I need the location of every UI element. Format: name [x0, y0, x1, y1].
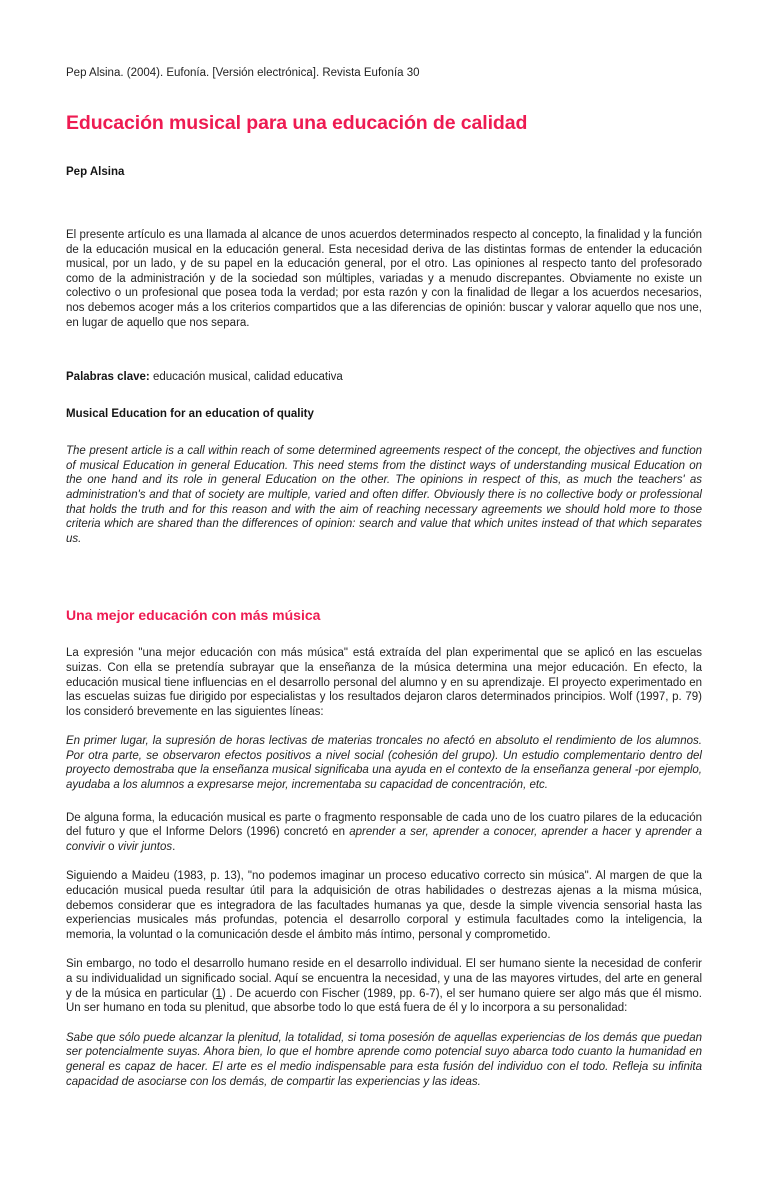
section-paragraph-3: Siguiendo a Maideu (1983, p. 13), "no podemos imaginar un proceso educativo correcto sin música". Al margen de que la educación musical pueda resultar útil para la adquisición de otras habilidades o destrezas ajenas a la misma música, debemos considerar que es integradora de las facultades humanas ya que, desde la simple vivencia sensorial hasta las experiencias musicales más profundas, potencia el desarrollo corporal y estimula facultades como la inteligencia, la memoria, la voluntad o la comunicación desde el ámbito más íntimo, personal y comprometido. — [66, 870, 702, 941]
section-paragraph-1: La expresión "una mejor educación con más música" está extraída del plan experimental que se aplicó en las escuelas suizas. Con ella se pretendía subrayar que la enseñanza de la música determina una mejor educación. En efecto, la educación musical tiene influencias en el desarrollo personal del alumno y en su aprendizaje. El proyecto experimentado en las escuelas suizas fue dirigido por especialistas y los resultados dejaron claros determinados principios. Wolf (1997, p. 79) los consideró brevemente en las siguientes líneas: — [66, 647, 702, 718]
author-byline: Pep Alsina — [66, 166, 125, 178]
keywords-values: educación musical, calidad educativa — [149, 371, 343, 384]
document-content — [66, 66, 702, 1137]
paragraph-2-part-4: . — [172, 840, 176, 853]
spanish-abstract: El presente artículo es una llamada al alcance de unos acuerdos determinados respecto al concepto, la finalidad y la función de la educación musical en la educación general. Esta necesidad deriva de las distintas formas de entender la educación musical, por un lado, y de su papel en la educación general, por el otro. Las opiniones al respecto tanto del profesorado como de la administración y de la sociedad son múltiples, variadas y a menudo discrepantes. Obviamente no existe un colectivo o un profesional que posea toda la verdad; por esta razón y con la finalidad de llegar a los acuerdos necesarios, nos debemos acoger más a los criterios compartidos que a las diferencias de opinión: buscar y valorar aquello que nos une, en lugar de aquello que nos separa. — [66, 229, 702, 329]
block-quote-wolf: En primer lugar, la supresión de horas lectivas de materias troncales no afectó en absoluto el rendimiento de los alumnos. Por otra parte, se observaron efectos positivos a nivel social (cohesión del grupo). Un estudio complementario dentro del proyecto demostraba que la enseñanza musical significaba una ayuda en el contexto de la enseñanza general -por ejemplo, ayudaba a los alumnos a expresarse mejor, incrementaba su capacidad de concentración, etc. — [66, 735, 702, 792]
section-paragraph-2 — [66, 811, 702, 855]
block-quote-fischer: Sabe que sólo puede alcanzar la plenitud, la totalidad, si toma posesión de aquellas experiencias de los demás que puedan ser potencialmente suyas. Ahora bien, lo que el hombre aprende como potencial suyo abarca todo cuanto la humanidad en general es capaz de hacer. El arte es el medio indispensable para esta fusión del individuo con el todo. Refleja su infinita capacidad de asociarse con los demás, de compartir las experiencias y las ideas. — [66, 1031, 702, 1088]
english-title: Musical Education for an education of quality — [66, 408, 314, 421]
keywords-line — [66, 370, 702, 385]
paragraph-2-part-3: o — [104, 840, 118, 853]
delors-pillars-2: aprender a convivir — [66, 826, 702, 853]
footnote-paren-open: ( — [211, 987, 216, 1000]
delors-pillars-3: vivir juntos — [117, 840, 173, 853]
paragraph-4-part-1: Sin embargo, no todo el desarrollo humano reside en el desarrollo individual. El ser humano siente la necesidad de conferir a su individualidad un significado social. Aquí se encuentra la necesidad, y una de las mayores virtudes, del arte en general y de la música en particular — [66, 958, 702, 1000]
section-heading: Una mejor educación con más música — [66, 607, 321, 624]
footnote-paren-close: ) — [221, 987, 226, 1000]
citation-line: Pep Alsina. (2004). Eufonía. [Versión electrónica]. Revista Eufonía 30 — [66, 67, 420, 79]
page-title: Educación musical para una educación de calidad — [66, 112, 528, 134]
keywords-label: Palabras clave: — [66, 371, 150, 384]
english-abstract: The present article is a call within reach of some determined agreements respect of the concept, the objectives and function of musical Education in general Education. This need stems from the distinct ways of understanding musical Education on the one hand and its role in general Education on the other. The opinions in respect of this, as much the teachers' as administration's and that of society are multiple, varied and often differ. Obviously there is no collective body or professional that holds the truth and for this reason and with the aim of reaching necessary agreements we should hold more to those criteria which are shared than the differences of opinion: search and value that which unites instead of that which separates us. — [66, 445, 702, 545]
section-paragraph-4 — [66, 957, 702, 1015]
paragraph-2-part-1: De alguna forma, la educación musical es parte o fragmento responsable de cada uno de los cuatro pilares de la educación del futuro y que el Informe Delors (1996) concretó en — [66, 811, 702, 839]
footnote-number: 1 — [215, 987, 222, 1000]
delors-pillars-1: aprender a ser, aprender a conocer, aprender a hacer — [349, 826, 632, 839]
paragraph-4-part-2: . De acuerdo con Fischer (1989, pp. 6-7), el ser humano quiere ser algo más que él mismo. Un ser humano en toda su plenitud, que absorbe todo lo que está fuera de él y lo incorpora a su personalidad: — [66, 987, 702, 1015]
page-bottom-spacer — [66, 1107, 702, 1137]
paragraph-2-part-2: y — [631, 826, 646, 839]
